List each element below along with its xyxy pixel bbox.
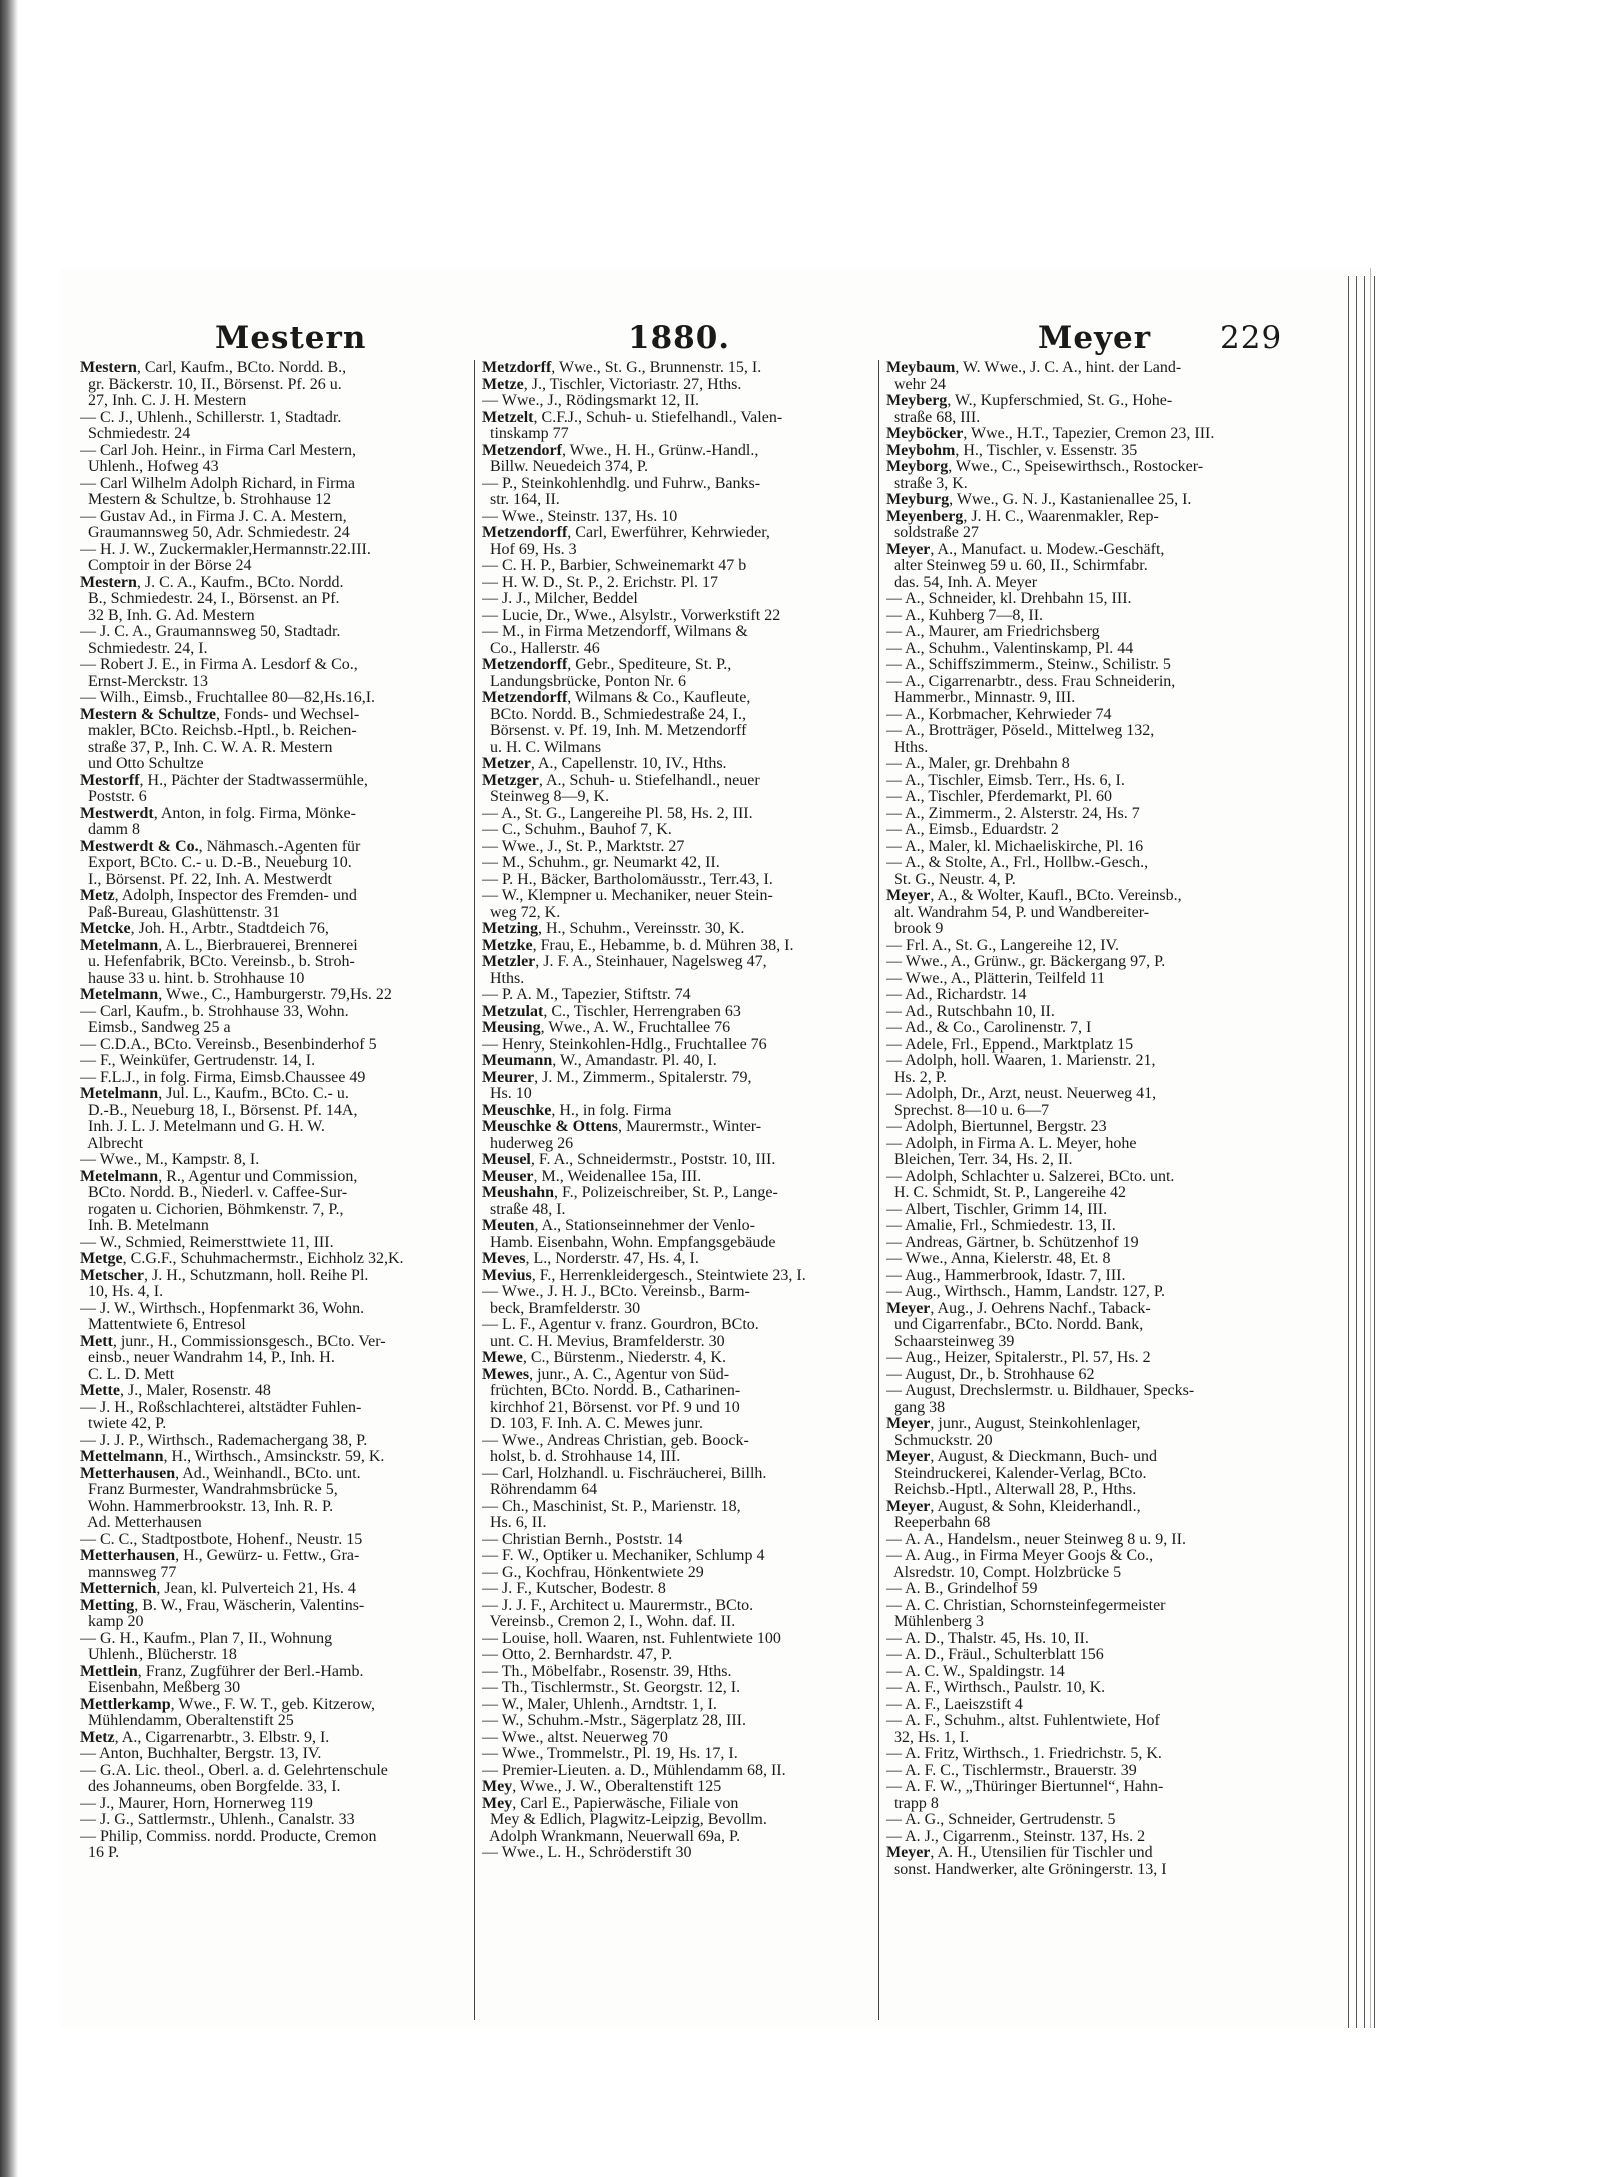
directory-entry-line: Metzke, Frau, E., Hebamme, b. d. Mühren 38, I.	[482, 936, 794, 954]
directory-entry-line: — W., Maler, Uhlenh., Arndtstr. 1, I.	[482, 1695, 717, 1713]
directory-entry-line: Graumannsweg 50, Adr. Schmiedestr. 24	[80, 524, 350, 541]
directory-entry-line: huderweg 26	[482, 1134, 574, 1152]
directory-entry-line: Metelmann, Wwe., C., Hamburgerstr. 79,Hs. 22	[80, 986, 392, 1003]
directory-entry-line: Steinweg 8—9, K.	[482, 788, 610, 805]
directory-entry-line: — Ch., Maschinist, St. P., Marienstr. 18,	[482, 1497, 741, 1515]
directory-entry-line: — A., Cigarrenarbtr., dess. Frau Schneiderin,	[886, 672, 1176, 690]
directory-column-3	[886, 360, 1281, 1878]
directory-entry-line: Metzer, A., Capellenstr. 10, IV., Hths.	[482, 755, 727, 772]
directory-entry-line: Metz, Adolph, Inspector des Fremden- und	[80, 887, 357, 904]
directory-entry-line: Reeperbahn 68	[886, 1514, 991, 1531]
directory-entry-line: — A., Brotträger, Pöseld., Mittelweg 132,	[886, 722, 1155, 739]
directory-entry-line: — J. G., Sattlermstr., Uhlenh., Canalstr. 33	[80, 1811, 355, 1828]
directory-entry-line: Metzing, H., Schuhm., Vereinsstr. 30, K.	[482, 920, 745, 937]
directory-entry-line: Meuten, A., Stationseinnehmer der Venlo-	[482, 1217, 755, 1234]
directory-entry-line: Poststr. 6	[80, 788, 147, 805]
directory-entry-line: Meyer, A., Manufact. u. Modew.-Geschäft,	[886, 540, 1165, 558]
directory-entry-line: Export, BCto. C.- u. D.-B., Neueburg 10.	[80, 854, 352, 871]
directory-entry-line: — A., Kuhberg 7—8, II.	[886, 606, 1044, 624]
directory-entry-line: rogaten u. Cichorien, Böhmkenstr. 7, P.,	[80, 1200, 344, 1218]
directory-entry-line: Meumann, W., Amandastr. Pl. 40, I.	[482, 1052, 717, 1069]
directory-entry-line: — A., Schneider, kl. Drehbahn 15, III.	[886, 590, 1132, 607]
directory-entry-line: Eisenbahn, Meßberg 30	[80, 1679, 241, 1696]
directory-entry-line: — Robert J. E., in Firma A. Lesdorf & Co.,	[80, 656, 358, 673]
directory-entry-line: makler, BCto. Reichsb.-Hptl., b. Reichen-	[80, 722, 357, 739]
directory-entry-line: BCto. Nordd. B., Niederl. v. Caffee-Sur-	[80, 1184, 348, 1201]
directory-entry-line: — A., Maurer, am Friedrichsberg	[886, 623, 1100, 640]
directory-entry-line: — P. H., Bäcker, Bartholomäusstr., Terr.43, I.	[482, 870, 773, 888]
directory-entry-line: Meybohm, H., Tischler, v. Essenstr. 35	[886, 441, 1138, 459]
directory-entry-line: Mattentwiete 6, Entresol	[80, 1316, 246, 1333]
directory-entry-line: — Adele, Frl., Eppend., Marktplatz 15	[886, 1035, 1134, 1053]
directory-entry-line: — Wwe., A., Plätterin, Teilfeld 11	[886, 969, 1105, 987]
directory-entry-line: — A. D., Fräul., Schulterblatt 156	[886, 1646, 1104, 1663]
directory-entry-line: alter Steinweg 59 u. 60, II., Schirmfabr.	[886, 557, 1148, 574]
directory-entry-line: — A. J., Cigarrenm., Steinstr. 137, Hs. 2	[886, 1827, 1146, 1845]
directory-entry-line: — Wwe., J., St. P., Marktstr. 27	[482, 837, 685, 855]
directory-entry-line: Eimsb., Sandweg 25 a	[80, 1019, 231, 1036]
directory-entry-line: I., Börsenst. Pf. 22, Inh. A. Mestwerdt	[80, 870, 332, 888]
directory-entry-line: Uhlenh., Blücherstr. 18	[80, 1646, 237, 1663]
directory-entry-line: — August, Dr., b. Strohhause 62	[886, 1365, 1095, 1383]
directory-entry-line: — A. Fritz, Wirthsch., 1. Friedrichstr. 5, K.	[886, 1745, 1162, 1762]
directory-entry-line: Meyböcker, Wwe., H.T., Tapezier, Cremon 23, III.	[886, 425, 1215, 442]
directory-entry-line: Inh. B. Metelmann	[80, 1217, 209, 1234]
scan-left-edge	[0, 0, 18, 2177]
directory-entry-line: Metzendorff, Gebr., Spediteure, St. P.,	[482, 656, 732, 673]
directory-entry-line: Metelmann, Jul. L., Kaufm., BCto. C.- u.	[80, 1085, 349, 1102]
directory-entry-line: — J. J. P., Wirthsch., Rademachergang 38, P.	[80, 1431, 368, 1449]
directory-entry-line: Franz Burmester, Wandrahmsbrücke 5,	[80, 1481, 338, 1498]
directory-entry-line: — Wwe., M., Kampstr. 8, I.	[80, 1151, 260, 1168]
directory-entry-line: — A., Tischler, Pferdemarkt, Pl. 60	[886, 788, 1113, 805]
directory-entry-line: — Carl, Kaufm., b. Strohhause 33, Wohn.	[80, 1002, 349, 1020]
directory-entry-line: Meyer, junr., August, Steinkohlenlager,	[886, 1415, 1141, 1432]
directory-column-2	[482, 360, 877, 1862]
directory-entry-line: str. 164, II.	[482, 491, 560, 508]
directory-entry-line: Mewe, C., Bürstenm., Niederstr. 4, K.	[482, 1349, 726, 1366]
directory-entry-line: früchten, BCto. Nordd. B., Catharinen-	[482, 1382, 741, 1399]
directory-entry-line: — P. A. M., Tapezier, Stiftstr. 74	[482, 986, 691, 1003]
directory-entry-line: — Andreas, Gärtner, b. Schützenhof 19	[886, 1233, 1139, 1251]
directory-entry-line: — J. F., Kutscher, Bodestr. 8	[482, 1580, 666, 1597]
directory-entry-line: — J. C. A., Graumannsweg 50, Stadtadr.	[80, 623, 341, 640]
directory-entry-line: Metzelt, C.F.J., Schuh- u. Stiefelhandl., Valen-	[482, 408, 783, 426]
directory-entry-line: H. C. Schmidt, St. P., Langereihe 42	[886, 1184, 1126, 1201]
directory-entry-line: Mestern, J. C. A., Kaufm., BCto. Nordd.	[80, 573, 344, 591]
directory-column-1	[80, 360, 475, 1862]
directory-entry-line: Meyberg, W., Kupferschmied, St. G., Hohe-	[886, 392, 1173, 409]
directory-entry-line: — A. C. Christian, Schornsteinfegermeister	[886, 1596, 1166, 1614]
header-year: 1880.	[628, 320, 731, 356]
directory-entry-line: Mettlein, Franz, Zugführer der Berl.-Hamb.	[80, 1662, 364, 1680]
directory-entry-line: Metzulat, C., Tischler, Herrengraben 63	[482, 1002, 741, 1020]
directory-entry-line: Hamb. Eisenbahn, Wohn. Empfangsgebäude	[482, 1233, 776, 1251]
directory-entry-line: Hths.	[482, 969, 525, 987]
directory-entry-line: — A. F. W., „Thüringer Biertunnel“, Hahn-	[886, 1778, 1164, 1795]
directory-entry-line: — W., Schuhm.-Mstr., Sägerplatz 28, III.	[482, 1712, 746, 1729]
directory-entry-line: kamp 20	[80, 1613, 144, 1630]
directory-entry-line: Mühlendamm, Oberaltenstift 25	[80, 1712, 294, 1729]
directory-entry-line: — C. C., Stadtpostbote, Hohenf., Neustr. 15	[80, 1530, 363, 1548]
directory-entry-line: — J. J. F., Architect u. Maurermstr., BCto.	[482, 1596, 754, 1614]
directory-entry-line: — Wilh., Eimsb., Fruchtallee 80—82,Hs.16,I.	[80, 689, 376, 706]
directory-entry-line: — Carl Joh. Heinr., in Firma Carl Mestern,	[80, 441, 356, 459]
directory-entry-line: sonst. Handwerker, alte Gröningerstr. 13, I	[886, 1860, 1167, 1878]
directory-entry-line: Mestwerdt, Anton, in folg. Firma, Mönke-	[80, 804, 356, 822]
directory-entry-line: Mey, Carl E., Papierwäsche, Filiale von	[482, 1794, 739, 1812]
directory-entry-line: D.-B., Neueburg 18, I., Börsenst. Pf. 14A,	[80, 1101, 358, 1119]
page-edges	[1340, 276, 1390, 2028]
directory-entry-line: — Wwe., J. H. J., BCto. Vereinsb., Barm-	[482, 1283, 750, 1300]
directory-entry-line: Meyenberg, J. H. C., Waarenmakler, Rep-	[886, 507, 1159, 525]
directory-entry-line: Metzdorff, Wwe., St. G., Brunnenstr. 15, I.	[482, 360, 762, 376]
directory-entry-line: — Premier-Lieuten. a. D., Mühlendamm 68, II.	[482, 1761, 786, 1779]
directory-entry-line: Metting, B. W., Frau, Wäscherin, Valentins-	[80, 1596, 365, 1614]
directory-entry-line: — Carl, Holzhandl. u. Fischräucherei, Billh.	[482, 1464, 767, 1482]
directory-entry-line: Hammerbr., Minnastr. 9, III.	[886, 689, 1076, 706]
directory-entry-line: B., Schmiedestr. 24, I., Börsenst. an Pf.	[80, 590, 340, 607]
directory-entry-line: — Philip, Commiss. nordd. Producte, Cremon	[80, 1827, 377, 1845]
directory-entry-line: — Wwe., Andreas Christian, geb. Boock-	[482, 1431, 749, 1449]
directory-entry-line: Mette, J., Maler, Rosenstr. 48	[80, 1382, 271, 1399]
directory-entry-line: Metterhausen, Ad., Weinhandl., BCto. unt.	[80, 1464, 361, 1482]
directory-entry-line: — Wwe., L. H., Schröderstift 30	[482, 1844, 692, 1861]
directory-entry-line: straße 48, I.	[482, 1200, 566, 1218]
directory-entry-line: 27, Inh. C. J. H. Mestern	[80, 392, 247, 409]
directory-entry-line: — A., Schiffszimmerm., Steinw., Schilistr. 5	[886, 656, 1171, 673]
directory-entry-line: Meves, L., Norderstr. 47, Hs. 4, I.	[482, 1250, 699, 1267]
directory-entry-line: — C. J., Uhlenh., Schillerstr. 1, Stadtadr.	[80, 408, 342, 426]
directory-entry-line: Meuschke & Ottens, Maurermstr., Winter-	[482, 1118, 762, 1135]
directory-entry-line: 32, Hs. 1, I.	[886, 1728, 970, 1746]
directory-entry-line: Mevius, F., Herrenkleidergesch., Steintwiete 23, I.	[482, 1266, 806, 1284]
directory-entry-line: Mewes, junr., A. C., Agentur von Süd-	[482, 1365, 730, 1383]
directory-entry-line: trapp 8	[886, 1794, 939, 1812]
directory-entry-line: Meyer, August, & Dieckmann, Buch- und	[886, 1448, 1158, 1465]
directory-entry-line: Meyburg, Wwe., G. N. J., Kastanienallee 25, I.	[886, 491, 1192, 508]
directory-entry-line: — Frl. A., St. G., Langereihe 12, IV.	[886, 936, 1120, 954]
directory-entry-line: — A., Maler, kl. Michaeliskirche, Pl. 16	[886, 837, 1144, 855]
directory-entry-line: BCto. Nordd. B., Schmiedestraße 24, I.,	[482, 705, 746, 723]
directory-entry-line: Ernst-Merckstr. 13	[80, 672, 208, 690]
directory-entry-line: Börsenst. v. Pf. 19, Inh. M. Metzendorff	[482, 722, 747, 739]
directory-entry-line: — Aug., Wirthsch., Hamm, Landstr. 127, P.	[886, 1283, 1166, 1300]
directory-entry-line: Meybaum, W. Wwe., J. C. A., hint. der Land-	[886, 360, 1182, 376]
directory-entry-line: — F., Weinküfer, Gertrudenstr. 14, I.	[80, 1052, 316, 1069]
directory-entry-line: Metge, C.G.F., Schuhmachermstr., Eichholz 32,K.	[80, 1250, 404, 1267]
directory-entry-line: — Wwe., altst. Neuerweg 70	[482, 1728, 668, 1746]
directory-entry-line: — Adolph, Schlachter u. Salzerei, BCto. unt.	[886, 1167, 1175, 1185]
directory-entry-line: hause 33 u. hint. b. Strohhause 10	[80, 969, 305, 987]
directory-entry-line: — Louise, holl. Waaren, nst. Fuhlentwiete 100	[482, 1629, 781, 1647]
directory-entry-line: — Wwe., Steinstr. 137, Hs. 10	[482, 507, 678, 525]
directory-entry-line: Meuser, M., Weidenallee 15a, III.	[482, 1167, 702, 1185]
directory-entry-line: Metterhausen, H., Gewürz- u. Fettw., Gra-	[80, 1547, 360, 1564]
directory-entry-line: — Aug., Heizer, Spitalerstr., Pl. 57, Hs. 2	[886, 1349, 1151, 1366]
directory-entry-line: — Lucie, Dr., Wwe., Alsylstr., Vorwerkstift 22	[482, 606, 781, 624]
directory-entry-line: wehr 24	[886, 375, 946, 393]
directory-entry-line: — Albert, Tischler, Grimm 14, III.	[886, 1200, 1108, 1218]
directory-entry-line: Metzendorff, Carl, Ewerführer, Kehrwieder,	[482, 524, 770, 541]
directory-entry-line: Reichsb.-Hptl., Alterwall 28, P., Hths.	[886, 1481, 1137, 1498]
directory-entry-line: Mestwerdt & Co., Nähmasch.-Agenten für	[80, 837, 361, 855]
directory-entry-line: — Adolph, Biertunnel, Bergstr. 23	[886, 1118, 1107, 1135]
directory-entry-line: — A., Tischler, Eimsb. Terr., Hs. 6, I.	[886, 771, 1125, 789]
directory-entry-line: — A. F., Wirthsch., Paulstr. 10, K.	[886, 1679, 1106, 1696]
directory-entry-line: C. L. D. Mett	[80, 1365, 175, 1383]
directory-entry-line: — Ad., & Co., Carolinenstr. 7, I	[886, 1019, 1092, 1036]
directory-entry-line: — A., Zimmerm., 2. Alsterstr. 24, Hs. 7	[886, 804, 1140, 822]
directory-entry-line: — J. J., Milcher, Beddel	[482, 590, 638, 607]
directory-entry-line: Steindruckerei, Kalender-Verlag, BCto.	[886, 1464, 1147, 1482]
directory-entry-line: — A. Aug., in Firma Meyer Goojs & Co.,	[886, 1547, 1154, 1564]
directory-entry-line: Meyer, A., & Wolter, Kaufl., BCto. Vereinsb.,	[886, 887, 1182, 904]
directory-entry-line: — A. A., Handelsm., neuer Steinweg 8 u. 9, II.	[886, 1530, 1186, 1548]
directory-entry-line: — A., & Stolte, A., Frl., Hollbw.-Gesch.,	[886, 854, 1149, 871]
directory-entry-line: Wohn. Hammerbrookstr. 13, Inh. R. P.	[80, 1497, 334, 1515]
directory-entry-line: Metzler, J. F. A., Steinhauer, Nagelsweg 47,	[482, 953, 767, 970]
directory-entry-line: Metscher, J. H., Schutzmann, holl. Reihe Pl.	[80, 1266, 369, 1284]
directory-entry-line: — G.A. Lic. theol., Oberl. a. d. Gelehrtenschule	[80, 1761, 388, 1779]
directory-entry-line: — C., Schuhm., Bauhof 7, K.	[482, 821, 672, 838]
directory-entry-line: und Cigarrenfabr., BCto. Nordd. Bank,	[886, 1316, 1144, 1333]
directory-entry-line: — A. F., Laeiszstift 4	[886, 1695, 1023, 1713]
directory-entry-line: — A. D., Thalstr. 45, Hs. 10, II.	[886, 1629, 1089, 1647]
directory-entry-line: — Wwe., J., Rödingsmarkt 12, II.	[482, 392, 700, 409]
directory-entry-line: Schmuckstr. 20	[886, 1431, 993, 1449]
directory-entry-line: Mey & Edlich, Plagwitz-Leipzig, Bevollm.	[482, 1811, 767, 1828]
directory-entry-line: Metz, A., Cigarrenarbtr., 3. Elbstr. 9, I.	[80, 1728, 330, 1746]
directory-entry-line: Hs. 6, II.	[482, 1514, 547, 1531]
directory-entry-line: Metzendorff, Wilmans & Co., Kaufleute,	[482, 689, 751, 706]
directory-entry-line: straße 37, P., Inh. C. W. A. R. Mestern	[80, 738, 333, 756]
directory-entry-line: Metelmann, R., Agentur und Commission,	[80, 1167, 358, 1185]
directory-entry-line: und Otto Schultze	[80, 755, 204, 772]
directory-entry-line: das. 54, Inh. A. Meyer	[886, 573, 1038, 591]
directory-entry-line: des Johanneums, oben Borgfelde. 33, I.	[80, 1778, 341, 1795]
directory-entry-line: Mettlerkamp, Wwe., F. W. T., geb. Kitzerow,	[80, 1695, 375, 1713]
directory-entry-line: — G. H., Kaufm., Plan 7, II., Wohnung	[80, 1629, 333, 1647]
directory-entry-line: — A. G., Schneider, Gertrudenstr. 5	[886, 1811, 1116, 1828]
directory-entry-line: — A., Korbmacher, Kehrwieder 74	[886, 705, 1112, 723]
directory-entry-line: — G., Kochfrau, Hönkentwiete 29	[482, 1563, 704, 1581]
directory-entry-line: — Wwe., A., Grünw., gr. Bäckergang 97, P.	[886, 953, 1166, 970]
directory-entry-line: straße 3, K.	[886, 474, 968, 492]
directory-entry-line: 16 P.	[80, 1844, 120, 1861]
directory-entry-line: — M., in Firma Metzendorff, Wilmans &	[482, 623, 748, 640]
directory-entry-line: Metelmann, A. L., Bierbrauerei, Brennerei	[80, 936, 358, 954]
directory-entry-line: beck, Bramfelderstr. 30	[482, 1299, 641, 1317]
directory-entry-line: Metcke, Joh. H., Arbtr., Stadtdeich 76,	[80, 920, 329, 937]
directory-entry-line: — J. W., Wirthsch., Hopfenmarkt 36, Wohn.	[80, 1299, 365, 1317]
directory-entry-line: — A. F., Schuhm., altst. Fuhlentwiete, Hof	[886, 1712, 1160, 1729]
directory-entry-line: — Christian Bernh., Poststr. 14	[482, 1530, 683, 1548]
directory-entry-line: — Wwe., Trommelstr., Pl. 19, Hs. 17, I.	[482, 1745, 738, 1762]
directory-entry-line: — Adolph, Dr., Arzt, neust. Neuerweg 41,	[886, 1085, 1157, 1102]
directory-entry-line: — Amalie, Frl., Schmiedestr. 13, II.	[886, 1217, 1116, 1234]
directory-entry-line: weg 72, K.	[482, 903, 561, 921]
directory-entry-line: Röhrendamm 64	[482, 1481, 598, 1498]
directory-entry-line: Ad. Metterhausen	[80, 1514, 202, 1531]
directory-entry-line: — A. F. C., Tischlermstr., Brauerstr. 39	[886, 1761, 1137, 1779]
directory-entry-line: Vereinsb., Cremon 2, I., Wohn. daf. II.	[482, 1613, 736, 1630]
directory-entry-line: St. G., Neustr. 4, P.	[886, 870, 1016, 888]
directory-entry-line: alt. Wandrahm 54, P. und Wandbereiter-	[886, 903, 1150, 921]
directory-entry-line: twiete 42, P.	[80, 1415, 167, 1432]
directory-entry-line: 32 B, Inh. G. Ad. Mestern	[80, 606, 255, 624]
directory-entry-line: — A., St. G., Langereihe Pl. 58, Hs. 2, III.	[482, 804, 753, 822]
directory-entry-line: Hs. 10	[482, 1085, 532, 1102]
directory-entry-line: Mestorff, H., Pächter der Stadtwassermühle,	[80, 771, 368, 789]
directory-entry-line: — F. W., Optiker u. Mechaniker, Schlump 4	[482, 1547, 765, 1564]
directory-entry-line: Schaarsteinweg 39	[886, 1332, 1015, 1350]
directory-entry-line: — W., Klempner u. Mechaniker, neuer Stein-	[482, 887, 773, 904]
directory-entry-line: — J., Maurer, Horn, Hornerweg 119	[80, 1794, 313, 1812]
directory-entry-line: Uhlenh., Hofweg 43	[80, 458, 219, 475]
directory-entry-line: — P., Steinkohlenhdlg. und Fuhrw., Banks-	[482, 474, 761, 492]
directory-entry-line: — C. H. P., Barbier, Schweinemarkt 47 b	[482, 557, 747, 574]
directory-entry-line: Metternich, Jean, kl. Pulverteich 21, Hs. 4	[80, 1580, 356, 1597]
directory-entry-line: Metzger, A., Schuh- u. Stiefelhandl., neuer	[482, 771, 760, 789]
directory-entry-line: — Th., Möbelfabr., Rosenstr. 39, Hths.	[482, 1662, 732, 1680]
directory-entry-line: tinskamp 77	[482, 425, 569, 442]
directory-entry-line: 10, Hs. 4, I.	[80, 1283, 164, 1300]
directory-entry-line: einsb., neuer Wandrahm 14, P., Inh. H.	[80, 1349, 335, 1366]
directory-entry-line: Albrecht	[80, 1134, 144, 1152]
directory-entry-line: Alsredstr. 10, Compt. Holzbrücke 5	[886, 1563, 1122, 1581]
directory-entry-line: gang 38	[886, 1398, 946, 1416]
directory-entry-line: Paß-Bureau, Glashüttenstr. 31	[80, 903, 280, 921]
directory-entry-line: Hof 69, Hs. 3	[482, 540, 577, 558]
directory-entry-line: — A. C. W., Spaldingstr. 14	[886, 1662, 1065, 1680]
directory-entry-line: — M., Schuhm., gr. Neumarkt 42, II.	[482, 854, 720, 871]
directory-entry-line: — Ad., Richardstr. 14	[886, 986, 1027, 1003]
directory-entry-line: — A., Eimsb., Eduardstr. 2	[886, 821, 1059, 838]
directory-entry-line: Meushahn, F., Polizeischreiber, St. P., Lange-	[482, 1184, 778, 1201]
directory-entry-line: Mett, junr., H., Commissionsgesch., BCto. Ver-	[80, 1332, 386, 1350]
directory-entry-line: Schmiedestr. 24, I.	[80, 639, 208, 657]
directory-entry-line: Meurer, J. M., Zimmerm., Spitalerstr. 79,	[482, 1068, 752, 1086]
directory-entry-line: Hs. 2, P.	[886, 1068, 947, 1086]
page-number: 229	[1220, 320, 1283, 356]
directory-entry-line: — August, Drechslermstr. u. Bildhauer, Specks-	[886, 1382, 1195, 1399]
directory-entry-line: — H. W. D., St. P., 2. Erichstr. Pl. 17	[482, 573, 719, 591]
directory-entry-line: kirchhof 21, Börsenst. vor Pf. 9 und 10	[482, 1398, 740, 1416]
directory-entry-line: — J. H., Roßschlachterei, altstädter Fuhlen-	[80, 1398, 362, 1416]
directory-entry-line: Mettelmann, H., Wirthsch., Amsinckstr. 59, K.	[80, 1448, 385, 1465]
directory-entry-line: Meusel, F. A., Schneidermstr., Poststr. 10, III.	[482, 1151, 776, 1168]
directory-entry-line: Metzendorf, Wwe., H. H., Grünw.-Handl.,	[482, 441, 759, 459]
directory-entry-line: Mestern, Carl, Kaufm., BCto. Nordd. B.,	[80, 360, 347, 376]
directory-entry-line: Co., Hallerstr. 46	[482, 639, 600, 657]
directory-entry-line: Mestern & Schultze, b. Strohhause 12	[80, 491, 332, 508]
directory-entry-line: — F.L.J., in folg. Firma, Eimsb.Chaussee 49	[80, 1068, 366, 1086]
directory-entry-line: Inh. J. L. J. Metelmann und G. H. W.	[80, 1118, 325, 1135]
directory-entry-line: Meyer, August, & Sohn, Kleiderhandl.,	[886, 1497, 1141, 1515]
directory-entry-line: — W., Schmied, Reimersttwiete 11, III.	[80, 1233, 334, 1251]
directory-entry-line: Bleichen, Terr. 34, Hs. 2, II.	[886, 1151, 1073, 1168]
page-header	[80, 320, 1283, 360]
directory-entry-line: — A., Schuhm., Valentinskamp, Pl. 44	[886, 639, 1134, 657]
directory-entry-line: Adolph Wrankmann, Neuerwall 69a, P.	[482, 1827, 741, 1845]
directory-entry-line: — Otto, 2. Bernhardstr. 47, P.	[482, 1646, 673, 1663]
directory-entry-line: unt. C. H. Mevius, Bramfelderstr. 30	[482, 1332, 725, 1350]
directory-entry-line: straße 68, III.	[886, 408, 981, 426]
directory-entry-line: — H. J. W., Zuckermakler,Hermannstr.22.III.	[80, 540, 371, 558]
directory-entry-line: — L. F., Agentur v. franz. Gourdron, BCto.	[482, 1316, 759, 1333]
directory-entry-line: Metze, J., Tischler, Victoriastr. 27, Hths.	[482, 375, 742, 393]
directory-entry-line: Landungsbrücke, Ponton Nr. 6	[482, 672, 686, 690]
directory-entry-line: — Adolph, in Firma A. L. Meyer, hohe	[886, 1134, 1137, 1152]
directory-entry-line: holst, b. d. Strohhause 14, III.	[482, 1448, 681, 1465]
directory-entry-line: — Th., Tischlermstr., St. Georgstr. 12, I.	[482, 1679, 741, 1696]
directory-entry-line: — Carl Wilhelm Adolph Richard, in Firma	[80, 474, 356, 492]
directory-entry-line: — Gustav Ad., in Firma J. C. A. Mestern,	[80, 507, 347, 525]
directory-entry-line: u. H. C. Wilmans	[482, 738, 602, 756]
directory-entry-line: brook 9	[886, 920, 944, 937]
directory-entry-line: Schmiedestr. 24	[80, 425, 191, 442]
directory-entry-line: gr. Bäckerstr. 10, II., Börsenst. Pf. 26 u.	[80, 375, 342, 393]
directory-entry-line: — A. B., Grindelhof 59	[886, 1580, 1038, 1597]
directory-entry-line: Mey, Wwe., J. W., Oberaltenstift 125	[482, 1778, 722, 1795]
directory-entry-line: — Anton, Buchhalter, Bergstr. 13, IV.	[80, 1745, 322, 1762]
directory-entry-line: D. 103, F. Inh. A. C. Mewes junr.	[482, 1415, 703, 1432]
column-rule	[878, 360, 879, 2020]
directory-entry-line: damm 8	[80, 821, 140, 838]
directory-entry-line: Billw. Neuedeich 374, P.	[482, 458, 649, 475]
directory-entry-line: — Wwe., Anna, Kielerstr. 48, Et. 8	[886, 1250, 1111, 1267]
directory-entry-line: — Ad., Rutschbahn 10, II.	[886, 1002, 1055, 1020]
directory-entry-line: mannsweg 77	[80, 1563, 177, 1581]
directory-entry-line: Meuschke, H., in folg. Firma	[482, 1101, 672, 1119]
directory-entry-line: Meyer, Aug., J. Oehrens Nachf., Taback-	[886, 1299, 1151, 1317]
directory-entry-line: — Aug., Hammerbrook, Idastr. 7, III.	[886, 1266, 1126, 1284]
directory-entry-line: — Adolph, holl. Waaren, 1. Marienstr. 21,	[886, 1052, 1156, 1069]
directory-entry-line: — A., Maler, gr. Drehbahn 8	[886, 755, 1070, 772]
directory-entry-line: Meyer, A. H., Utensilien für Tischler und	[886, 1844, 1153, 1861]
header-left-catchword: Mestern	[215, 320, 367, 356]
directory-entry-line: — Henry, Steinkohlen-Hdlg., Fruchtallee 76	[482, 1035, 767, 1053]
directory-entry-line: Sprechst. 8—10 u. 6—7	[886, 1101, 1050, 1119]
directory-entry-line: Mühlenberg 3	[886, 1613, 984, 1630]
directory-entry-line: Meyborg, Wwe., C., Speisewirthsch., Rostocker-	[886, 458, 1204, 475]
directory-entry-line: Meusing, Wwe., A. W., Fruchtallee 76	[482, 1019, 731, 1036]
directory-entry-line: Mestern & Schultze, Fonds- und Wechsel-	[80, 705, 360, 723]
header-right-catchword: Meyer	[1038, 320, 1152, 356]
directory-entry-line: u. Hefenfabrik, BCto. Vereinsb., b. Stroh-	[80, 953, 355, 970]
directory-entry-line: — C.D.A., BCto. Vereinsb., Besenbinderhof 5	[80, 1035, 377, 1053]
directory-entry-line: soldstraße 27	[886, 524, 979, 541]
directory-entry-line: Hths.	[886, 738, 929, 756]
directory-entry-line: Comptoir in der Börse 24	[80, 557, 252, 574]
